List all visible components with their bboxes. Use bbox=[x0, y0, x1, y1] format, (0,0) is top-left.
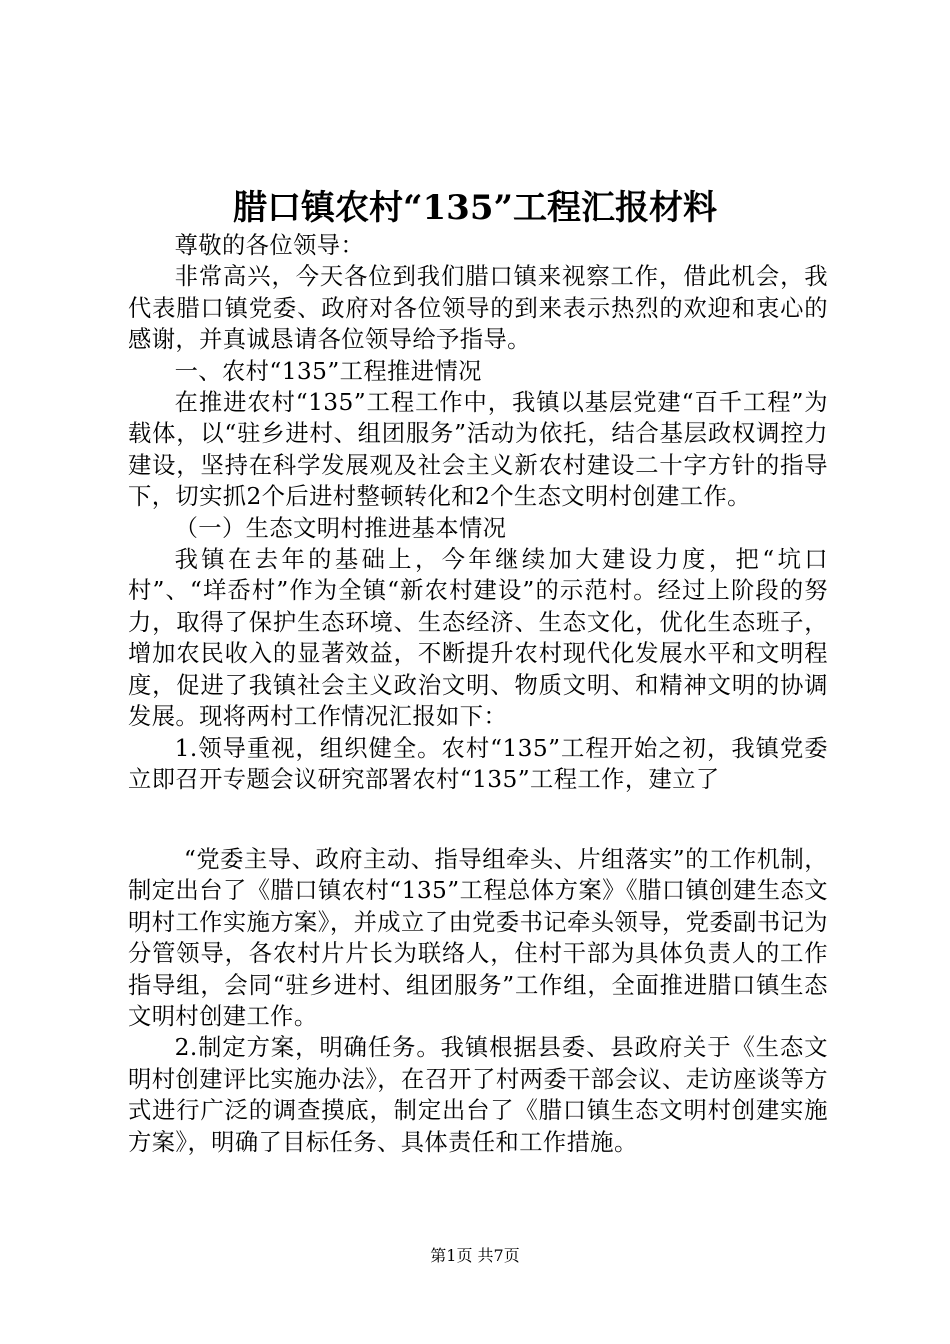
section-heading-1: 一、农村“135”工程推进情况 bbox=[174, 357, 482, 385]
subsection-heading-1: （一）生态文明村推进基本情况 bbox=[174, 514, 507, 542]
document-title: 腊口镇农村“135”工程汇报材料 bbox=[232, 188, 718, 228]
body-text-section-2 bbox=[128, 844, 828, 1158]
section-1-paragraph: 在推进农村“135”工程工作中，我镇以基层党建“百千工程”为载体，以“驻乡进村、组团服务”活动为依托，结合基层政权调控力建设，坚持在科学发展观及社会主义新农村建设二十字方针的指导下，切实抓2个后进村整顿转化和2个生态文明村创建工作。 bbox=[128, 389, 828, 511]
opening-paragraph: 非常高兴，今天各位到我们腊口镇来视察工作，借此机会，我代表腊口镇党委、政府对各位领导的到来表示热烈的欢迎和衷心的感谢，并真诚恳请各位领导给予指导。 bbox=[128, 263, 828, 354]
body-text-section-1 bbox=[128, 230, 828, 795]
page-number-footer: 第1页 共7页 bbox=[430, 1246, 520, 1265]
salutation: 尊敬的各位领导： bbox=[174, 232, 365, 259]
item-1-continuation: “党委主导、政府主动、指导组牵头、片组落实”的工作机制，制定出台了《腊口镇农村“135”工程总体方案》《腊口镇创建生态文明村工作实施方案》，并成立了由党委书记牵头领导，党委副书记为分管领导，各农村片片长为联络人，住村干部为具体负责人的工作指导组，会同“驻乡进村、组团服务”工作组，全面推进腊口镇生态文明村创建工作。 bbox=[128, 846, 828, 1031]
item-2-paragraph: 2.制定方案，明确任务。我镇根据县委、县政府关于《生态文明村创建评比实施办法》，在召开了村两委干部会议、走访座谈等方式进行广泛的调查摸底，制定出台了《腊口镇生态文明村创建实施方案》，明确了目标任务、具体责任和工作措施。 bbox=[128, 1034, 828, 1156]
subsection-1-paragraph: 我镇在去年的基础上，今年继续加大建设力度，把“坑口村”、“垟岙村”作为全镇“新农村建设”的示范村。经过上阶段的努力，取得了保护生态环境、生态经济、生态文化，优化生态班子，增加农民收入的显著效益，不断提升农村现代化发展水平和文明程度，促进了我镇社会主义政治文明、物质文明、和精神文明的协调发展。现将两村工作情况汇报如下： bbox=[128, 546, 828, 731]
item-1-paragraph: 1.领导重视，组织健全。农村“135”工程开始之初，我镇党委立即召开专题会议研究部署农村“135”工程工作，建立了 bbox=[128, 734, 828, 793]
